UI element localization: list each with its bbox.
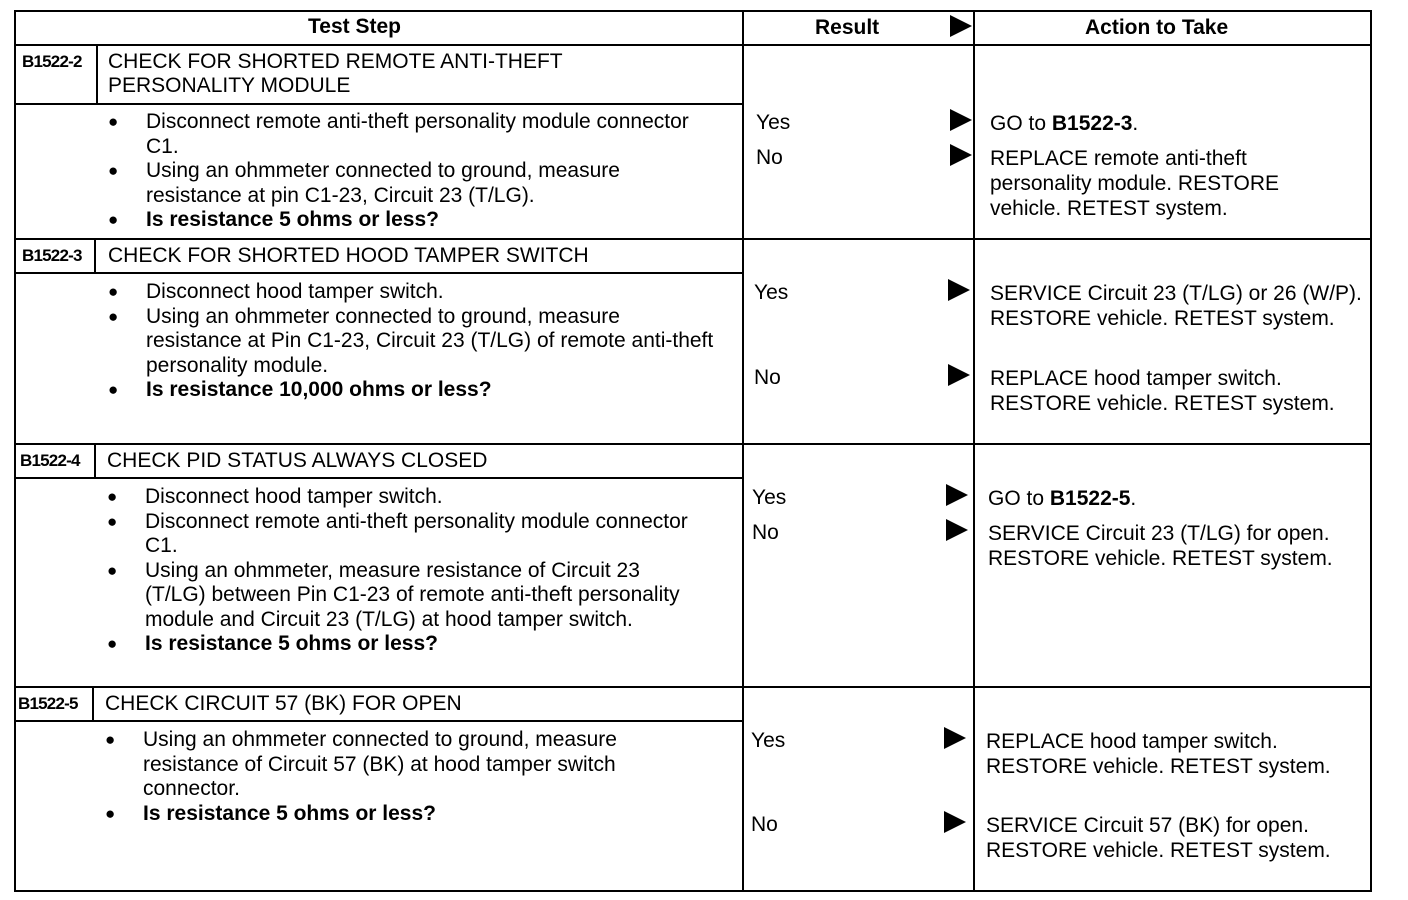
result-yes: Yes xyxy=(751,729,786,752)
action-text: REPLACE hood tamper switch. RESTORE vehicle. RETEST system. xyxy=(986,730,1331,778)
action-text: REPLACE remote anti-theft personality module. RESTORE vehicle. RETEST system. xyxy=(990,147,1280,220)
action-text: REPLACE hood tamper switch. RESTORE vehicle. RETEST system. xyxy=(990,367,1335,415)
bullet-question: ● Is resistance 5 ohms or less? xyxy=(107,632,697,657)
bullet-question: ● Is resistance 5 ohms or less? xyxy=(105,802,715,827)
bullet-item: ● Using an ohmmeter, measure resistance of Circuit 23 (T/LG) between Pin C1-23 of remote anti-theft personality module and Circuit 23 (T/LG) at hood tamper switch. xyxy=(107,559,697,633)
header-test-step: Test Step xyxy=(308,15,401,38)
result-no: No xyxy=(756,146,783,169)
step-id: B1522-4 xyxy=(20,451,80,470)
step-bullets xyxy=(108,110,718,233)
result-yes: Yes xyxy=(752,486,787,509)
step-title: CHECK FOR SHORTED REMOTE ANTI-THEFT PERSONALITY MODULE xyxy=(108,50,563,97)
arrow-icon xyxy=(948,364,970,386)
action-text: SERVICE Circuit 57 (BK) for open. RESTORE vehicle. RETEST system. xyxy=(986,814,1331,862)
bullet-question: ● Is resistance 10,000 ohms or less? xyxy=(108,378,720,403)
step-title: CHECK PID STATUS ALWAYS CLOSED xyxy=(107,449,488,472)
bullet-item: ● Using an ohmmeter connected to ground, measure resistance at pin C1-23, Circuit 23 (T/LG). xyxy=(108,159,718,208)
bullet-item: ● Disconnect hood tamper switch. xyxy=(107,485,697,510)
result-no: No xyxy=(751,813,778,836)
step-id: B1522-3 xyxy=(22,246,82,265)
step-bullets xyxy=(107,485,697,657)
header-arrow-icon xyxy=(950,15,972,37)
header-result: Result xyxy=(815,16,880,39)
header-action: Action to Take xyxy=(1085,16,1229,39)
step-bullets xyxy=(108,280,720,403)
step-id: B1522-5 xyxy=(18,694,78,713)
action-text: GO to B1522-5. xyxy=(988,487,1137,510)
arrow-icon xyxy=(946,484,968,506)
diagnostic-table xyxy=(14,10,1372,892)
step-id: B1522-2 xyxy=(22,52,82,71)
action-text: SERVICE Circuit 23 (T/LG) or 26 (W/P). RESTORE vehicle. RETEST system. xyxy=(990,282,1362,330)
bullet-item: ● Disconnect hood tamper switch. xyxy=(108,280,720,305)
result-yes: Yes xyxy=(756,111,791,134)
arrow-icon xyxy=(950,109,972,131)
arrow-icon xyxy=(946,519,968,541)
arrow-icon xyxy=(944,811,966,833)
arrow-icon xyxy=(950,144,972,166)
step-title: CHECK FOR SHORTED HOOD TAMPER SWITCH xyxy=(108,244,589,267)
bullet-item: ● Using an ohmmeter connected to ground, measure resistance at Pin C1-23, Circuit 23 (T/LG) of remote anti-theft personality module. xyxy=(108,305,720,379)
bullet-item: ● Disconnect remote anti-theft personality module connector C1. xyxy=(107,510,697,559)
action-text: SERVICE Circuit 23 (T/LG) for open. RESTORE vehicle. RETEST system. xyxy=(988,522,1333,570)
step-title: CHECK CIRCUIT 57 (BK) FOR OPEN xyxy=(105,692,462,715)
result-no: No xyxy=(754,366,781,389)
arrow-icon xyxy=(944,727,966,749)
bullet-question: ● Is resistance 5 ohms or less? xyxy=(108,208,718,233)
action-text: GO to B1522-3. xyxy=(990,112,1139,135)
result-yes: Yes xyxy=(754,281,789,304)
bullet-item: ● Disconnect remote anti-theft personality module connector C1. xyxy=(108,110,718,159)
result-no: No xyxy=(752,521,779,544)
step-bullets xyxy=(105,728,715,826)
bullet-item: ● Using an ohmmeter connected to ground, measure resistance of Circuit 57 (BK) at hood tamper switch connector. xyxy=(105,728,715,802)
arrow-icon xyxy=(948,279,970,301)
